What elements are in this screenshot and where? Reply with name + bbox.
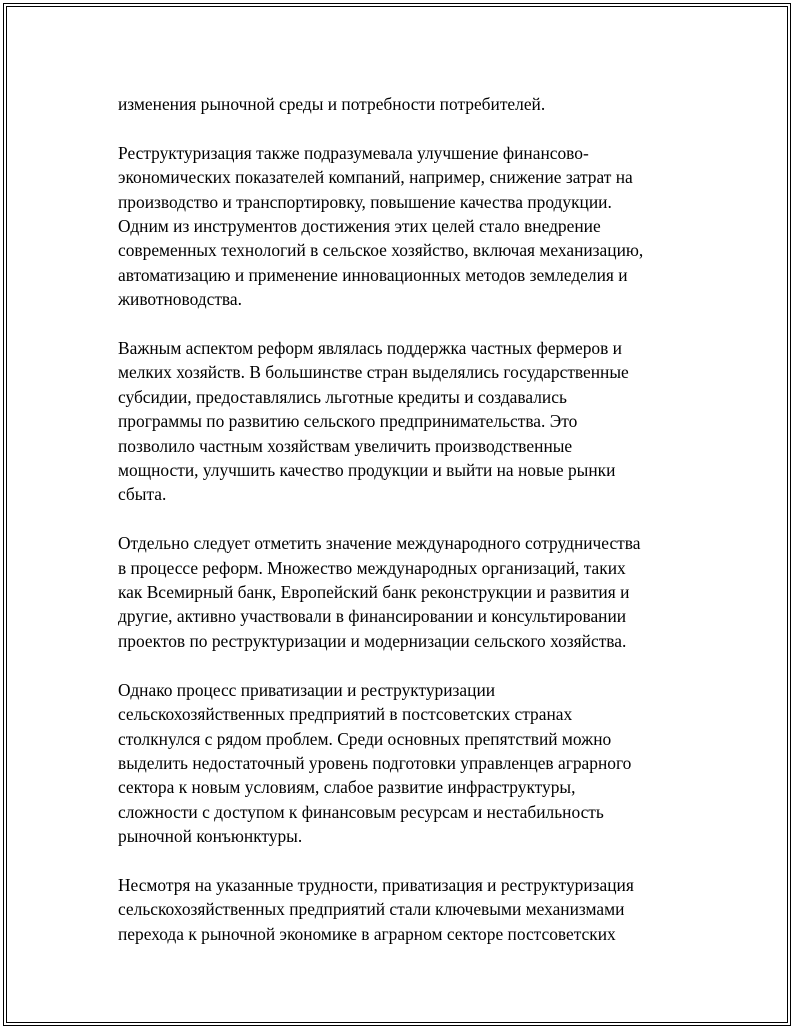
text-line: сложности с доступом к финансовым ресурсам и нестабильность xyxy=(118,801,604,822)
text-line: сельскохозяйственных предприятий в постсоветских странах xyxy=(118,704,573,725)
text-line: современных технологий в сельское хозяйство, включая механизацию, xyxy=(118,240,644,261)
text-line: проектов по реструктуризации и модернизации сельского хозяйства. xyxy=(118,630,627,651)
text-line: перехода к рыночной экономике в аграрном секторе постсоветских xyxy=(118,923,616,944)
text-line: как Всемирный банк, Европейский банк реконструкции и развития и xyxy=(118,582,630,603)
text-line: Важным аспектом реформ являлась поддержка частных фермеров и xyxy=(118,338,622,359)
text-line: производство и транспортировку, повышение качества продукции. xyxy=(118,191,612,212)
text-line: сбыта. xyxy=(118,484,167,505)
paragraph-4 xyxy=(118,531,698,653)
paragraph-5 xyxy=(118,678,698,849)
paragraph-3 xyxy=(118,336,698,507)
text-line: животноводства. xyxy=(118,289,242,310)
paragraph-6 xyxy=(118,873,698,946)
text-line: Несмотря на указанные трудности, приватизация и реструктуризация xyxy=(118,874,634,895)
text-line: Реструктуризация также подразумевала улучшение финансово- xyxy=(118,142,589,163)
paragraph-2 xyxy=(118,141,698,312)
text-line: Отдельно следует отметить значение международного сотрудничества xyxy=(118,533,641,554)
paragraph-1 xyxy=(118,92,698,116)
text-line: субсидии, предоставлялись льготные кредиты и создавались xyxy=(118,386,567,407)
text-line: мелких хозяйств. В большинстве стран выделялись государственные xyxy=(118,362,629,383)
text-line: мощности, улучшить качество продукции и выйти на новые рынки xyxy=(118,460,616,481)
text-line: экономических показателей компаний, например, снижение затрат на xyxy=(118,167,633,188)
text-line: другие, активно участвовали в финансировании и консультировании xyxy=(118,606,627,627)
text-line: рыночной конъюнктуры. xyxy=(118,826,303,847)
document-body xyxy=(118,92,698,971)
text-line: позволило частным хозяйствам увеличить производственные xyxy=(118,435,573,456)
text-line: программы по развитию сельского предпринимательства. Это xyxy=(118,411,578,432)
text-line: автоматизацию и применение инновационных методов земледелия и xyxy=(118,264,628,285)
text-line: столкнулся с рядом проблем. Среди основных препятствий можно xyxy=(118,728,612,749)
text-line: в процессе реформ. Множество международных организаций, таких xyxy=(118,557,626,578)
text-line: Одним из инструментов достижения этих целей стало внедрение xyxy=(118,216,601,237)
text-line: сектора к новым условиям, слабое развитие инфраструктуры, xyxy=(118,777,576,798)
text-line: выделить недостаточный уровень подготовки управленцев аграрного xyxy=(118,752,632,773)
text-line: Однако процесс приватизации и реструктуризации xyxy=(118,679,496,700)
text-line: сельскохозяйственных предприятий стали ключевыми механизмами xyxy=(118,899,625,920)
text-line: изменения рыночной среды и потребности потребителей. xyxy=(118,94,546,114)
